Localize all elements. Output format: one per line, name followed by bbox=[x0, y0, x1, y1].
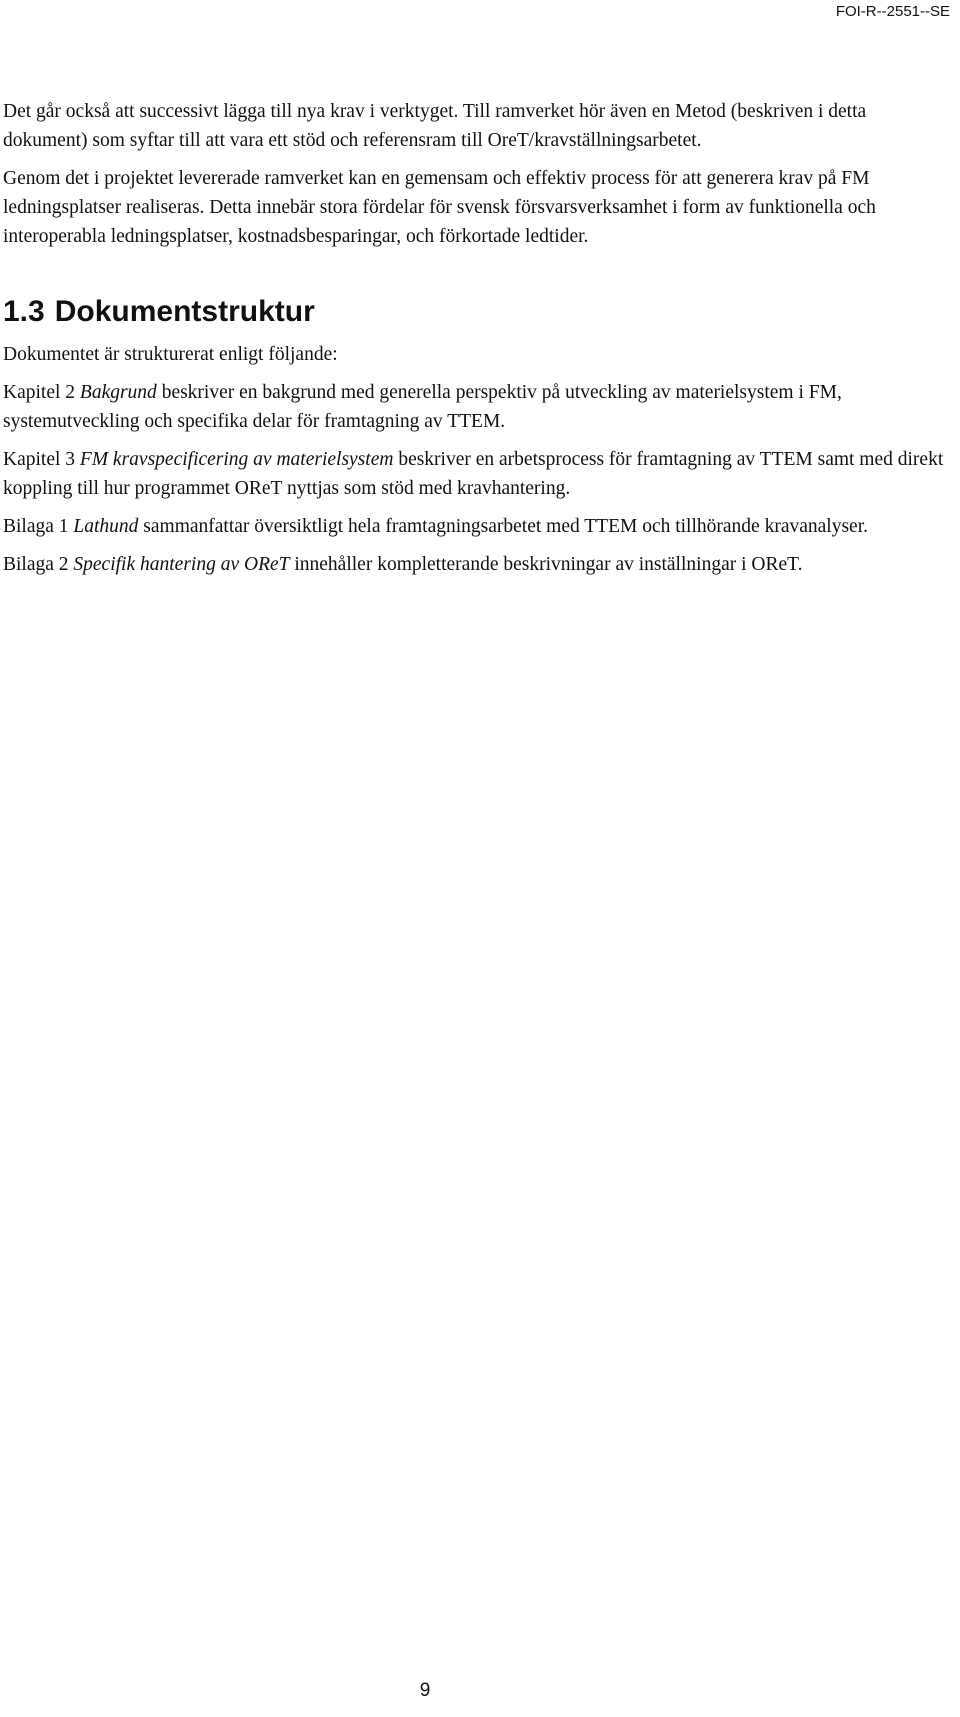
chapter-lead: Kapitel 2 bbox=[3, 382, 76, 403]
appendix-lead: Bilaga 1 bbox=[3, 516, 69, 537]
paragraph-intro-method: Det går också att successivt lägga till nya krav i verktyget. Till ramverket hör även en Metod (beskriven i detta dokument) som syftar till att vara ett stöd och referensram till OreT/kravställningsarbetet. bbox=[3, 101, 867, 151]
chapter-title: FM kravspecificering av materielsystem bbox=[79, 449, 394, 470]
paragraph-framework-benefits: Genom det i projektet levererade ramverket kan en gemensam och effektiv process för att generera krav på FM ledningsplatser realiseras. Detta innebär stora fördelar för svensk försvarsverksamhet i form av funktionella och interoperabla ledningsplatser, kostnadsbesparingar, och förkortade ledtider. bbox=[3, 168, 876, 247]
appendix-title: Lathund bbox=[73, 516, 139, 537]
appendix-lead: Bilaga 2 bbox=[3, 554, 69, 575]
section-title: Dokumentstruktur bbox=[54, 295, 315, 328]
document-reference: FOI-R--2551--SE bbox=[835, 3, 950, 20]
chapter-description: beskriver en arbetsprocess för framtagning av TTEM samt med direkt koppling till hur programmet OReT nyttjas som stöd med kravhantering. bbox=[3, 449, 944, 499]
appendix-description: innehåller kompletterande beskrivningar av inställningar i OReT. bbox=[294, 554, 803, 575]
appendix-title: Specifik hantering av OReT bbox=[73, 554, 290, 575]
document-body bbox=[3, 97, 953, 588]
chapter-item-3 bbox=[3, 445, 953, 503]
appendix-description: sammanfattar översiktligt hela framtagningsarbetet med TTEM och tillhörande kravanalyser. bbox=[143, 516, 868, 537]
chapter-item-2 bbox=[3, 378, 953, 436]
section-number: 1.3 bbox=[3, 295, 45, 328]
chapter-title: Bakgrund bbox=[79, 382, 157, 403]
appendix-item-2 bbox=[3, 550, 953, 579]
page-number: 9 bbox=[419, 1680, 431, 1701]
appendix-item-1 bbox=[3, 512, 953, 541]
section-intro: Dokumentet är strukturerat enligt följande: bbox=[3, 344, 338, 365]
section-heading bbox=[3, 294, 953, 330]
chapter-description: beskriver en bakgrund med generella perspektiv på utveckling av materielsystem i FM, systemutveckling och specifika delar för framtagning av TTEM. bbox=[3, 382, 842, 432]
chapter-lead: Kapitel 3 bbox=[3, 449, 76, 470]
